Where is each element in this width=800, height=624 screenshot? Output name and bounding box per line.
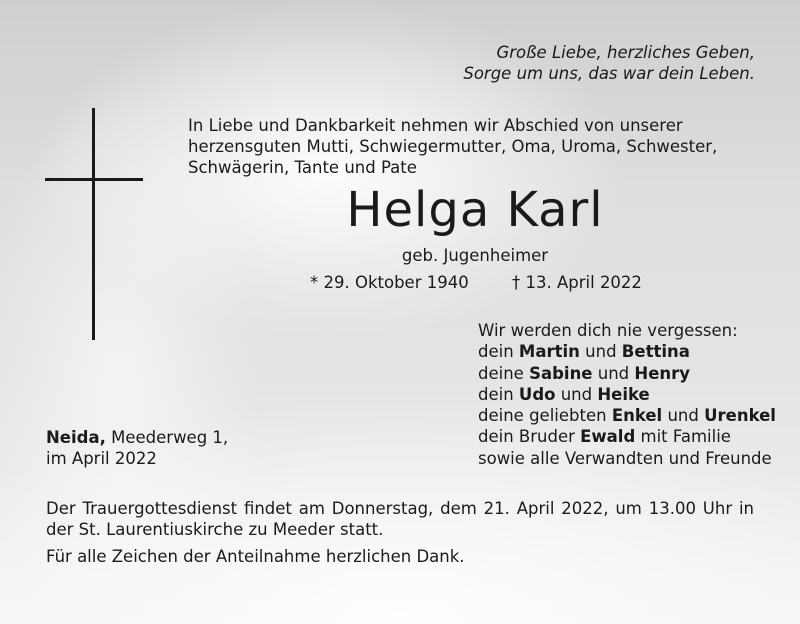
mourner-name: Bettina	[621, 342, 690, 362]
address-date: im April 2022	[46, 449, 157, 468]
mourner-name: Enkel	[611, 406, 663, 426]
mourner-name: Heike	[597, 384, 650, 404]
mourner-text: dein	[478, 342, 519, 362]
mourner-text: und	[579, 342, 622, 362]
mourner-row	[478, 363, 776, 384]
quote-line-1: Große Liebe, herzliches Geben,	[496, 43, 755, 62]
mourner-text: dein Bruder	[478, 427, 581, 447]
address	[46, 427, 228, 469]
mourner-text: dein	[478, 384, 519, 404]
birth-date: * 29. Oktober 1940	[310, 273, 469, 292]
mourner-text: deine	[478, 363, 530, 383]
mourner-name: Ewald	[580, 427, 636, 447]
mourner-text: mit Familie	[635, 427, 731, 447]
address-street: Meederweg 1,	[105, 428, 229, 447]
mourner-name: Udo	[518, 384, 556, 404]
quote-line-2: Sorge um uns, das war dein Leben.	[463, 64, 755, 83]
mourners-list	[478, 320, 776, 469]
quote	[463, 42, 755, 84]
mourner-text: und	[662, 406, 705, 426]
mourners-heading: Wir werden dich nie vergessen:	[478, 321, 738, 340]
thanks-text: Für alle Zeichen der Anteilnahme herzlichen Dank.	[46, 547, 465, 566]
death-date: † 13. April 2022	[512, 273, 642, 292]
maiden-name: geb. Jugenheimer	[401, 246, 549, 265]
mourner-name: Sabine	[529, 363, 593, 383]
mourners-closing: sowie alle Verwandten und Freunde	[478, 448, 772, 468]
mourner-row	[478, 426, 776, 447]
mourner-name: Urenkel	[704, 406, 776, 426]
deceased-name: Helga Karl	[346, 182, 604, 238]
mourner-row	[478, 384, 776, 405]
mourner-row	[478, 341, 776, 362]
mourner-name: Henry	[634, 363, 691, 383]
mourner-row	[478, 405, 776, 426]
mourner-text: und	[592, 363, 635, 383]
intro-text: In Liebe und Dankbarkeit nehmen wir Abschied von unserer herzensguten Mutti, Schwiegermutter, Oma, Uroma, Schwester, Schwägerin, Tante und Pate	[188, 116, 718, 177]
address-line	[46, 427, 228, 448]
service-info: Der Trauergottesdienst findet am Donnerstag, dem 21. April 2022, um 13.00 Uhr in der St. Laurentiuskirche zu Meeder statt.	[46, 499, 754, 539]
mourner-name: Martin	[518, 342, 580, 362]
mourner-text: und	[555, 384, 598, 404]
mourner-text: deine geliebten	[478, 406, 612, 426]
address-town: Neida,	[46, 428, 106, 447]
